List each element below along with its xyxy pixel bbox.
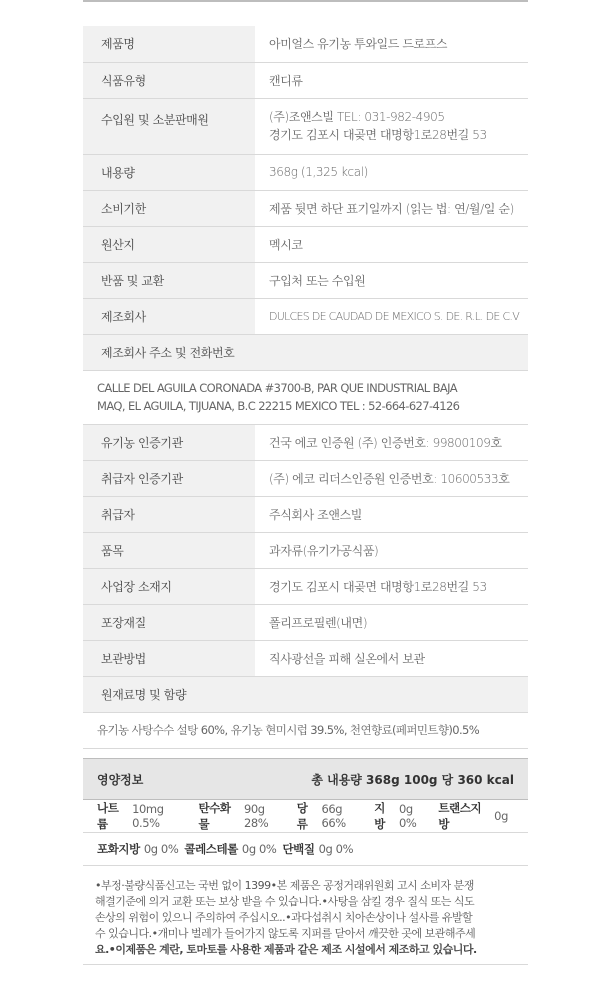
row-value: 캔디류 bbox=[255, 62, 528, 98]
value-line: CALLE DEL AGUILA CORONADA #3700-B, PAR QUE INDUSTRIAL BAJA bbox=[97, 381, 458, 395]
nutrient-name: 트랜스지방 bbox=[438, 801, 482, 831]
nutrition-title: 영양정보 bbox=[97, 772, 144, 787]
row-value: DULCES DE CAUDAD DE MEXICO S. DE. R.L. DE C.V bbox=[255, 298, 528, 334]
nutrient-value: 0g 0% bbox=[143, 842, 179, 856]
nutrient-value: 0g 0% bbox=[398, 802, 417, 830]
product-info-table bbox=[83, 26, 528, 749]
row-key: 포장재질 bbox=[83, 604, 255, 640]
table-row bbox=[83, 496, 528, 532]
ingredients-key: 원재료명 및 함량 bbox=[83, 676, 528, 712]
row-value: 건국 에코 인증원 (주) 인증번호: 99800109호 bbox=[255, 424, 528, 460]
row-key: 반품 및 교환 bbox=[83, 262, 255, 298]
table-row bbox=[83, 226, 528, 262]
row-key: 취급자 bbox=[83, 496, 255, 532]
row-key: 사업장 소재지 bbox=[83, 568, 255, 604]
row-value bbox=[255, 98, 528, 154]
row-key: 제조회사 bbox=[83, 298, 255, 334]
nutrient-name: 나트륨 bbox=[97, 801, 119, 831]
value-line: MAQ, EL AGUILA, TIJUANA, B.C 22215 MEXICO TEL : 52-664-627-4126 bbox=[97, 399, 460, 413]
row-key: 취급자 인증기관 bbox=[83, 460, 255, 496]
warning-line: 해결기준에 의거 교환 또는 보상 받을 수 있습니다.•사탕을 삼킬 경우 질식 또는 식도 bbox=[95, 895, 475, 908]
row-key: 식품유형 bbox=[83, 62, 255, 98]
nutrient-name: 지방 bbox=[374, 801, 385, 831]
warning-line: •부정·불량식품신고는 국번 없이 1399•본 제품은 공정거래위원회 고시 소비자 분쟁 bbox=[95, 879, 474, 892]
table-row bbox=[83, 26, 528, 62]
table-row bbox=[83, 460, 528, 496]
nutrient-name: 포화지방 bbox=[97, 842, 140, 856]
value-line: 경기도 김포시 대곶면 대명항1로28번길 53 bbox=[269, 128, 487, 142]
table-row bbox=[83, 568, 528, 604]
table-row bbox=[83, 154, 528, 190]
row-value: 368g (1,325 kcal) bbox=[255, 154, 528, 190]
value-line: (주)조앤스빌 TEL: 031-982-4905 bbox=[269, 110, 445, 124]
row-value: 멕시코 bbox=[255, 226, 528, 262]
table-row bbox=[83, 262, 528, 298]
row-key: 원산지 bbox=[83, 226, 255, 262]
row-key: 수입원 및 소분판매원 bbox=[83, 98, 255, 154]
top-divider bbox=[83, 0, 528, 2]
row-key: 품목 bbox=[83, 532, 255, 568]
table-row bbox=[83, 334, 528, 370]
table-row bbox=[83, 640, 528, 676]
table-row bbox=[83, 190, 528, 226]
ingredients-value: 유기농 사탕수수 설탕 60%, 유기농 현미시럽 39.5%, 천연향료(페퍼민트향)0.5% bbox=[83, 712, 528, 748]
table-row bbox=[83, 676, 528, 712]
row-key: 제품명 bbox=[83, 26, 255, 62]
table-row bbox=[83, 370, 528, 424]
nutrition-summary: 총 내용량 368g 100g 당 360 kcal bbox=[311, 772, 514, 787]
table-row bbox=[83, 424, 528, 460]
row-key: 보관방법 bbox=[83, 640, 255, 676]
table-row bbox=[83, 712, 528, 748]
nutrient-value: 0g 0% bbox=[318, 842, 354, 856]
nutrition-header bbox=[83, 758, 528, 800]
nutrient-name: 콜레스테롤 bbox=[184, 842, 238, 856]
row-value: 과자류(유기가공식품) bbox=[255, 532, 528, 568]
row-value: 구입처 또는 수입원 bbox=[255, 262, 528, 298]
row-value: 제품 뒷면 하단 표기일까지 (읽는 법: 연/월/일 순) bbox=[255, 190, 528, 226]
nutrient-value: 0g 0% bbox=[241, 842, 277, 856]
nutrient-value: 90g 28% bbox=[243, 802, 269, 830]
nutrient-name: 당류 bbox=[296, 801, 308, 831]
row-value: 경기도 김포시 대곶면 대명항1로28번길 53 bbox=[255, 568, 528, 604]
table-row bbox=[83, 62, 528, 98]
nutrition-row bbox=[83, 833, 528, 866]
nutrient-name: 단백질 bbox=[282, 842, 315, 856]
mfr-address-key: 제조회사 주소 및 전화번호 bbox=[83, 334, 528, 370]
row-key: 유기농 인증기관 bbox=[83, 424, 255, 460]
row-value: (주) 에코 리더스인증원 인증번호: 10600533호 bbox=[255, 460, 528, 496]
row-value: 직사광선을 피해 실온에서 보관 bbox=[255, 640, 528, 676]
warning-line: 손상의 위험이 있으니 주의하여 주십시오..•과다섭취시 치아손상이나 설사를 유발할 bbox=[95, 911, 473, 924]
nutrient-name: 탄수화물 bbox=[198, 801, 231, 831]
row-value: 아미얼스 유기농 투와일드 드로프스 bbox=[255, 26, 528, 62]
nutrient-value: 0g bbox=[494, 809, 508, 823]
nutrient-value: 10mg 0.5% bbox=[132, 802, 164, 830]
mfr-address-value bbox=[83, 370, 528, 424]
table-row bbox=[83, 532, 528, 568]
nutrition-row bbox=[83, 800, 528, 833]
table-row bbox=[83, 298, 528, 334]
table-row bbox=[83, 604, 528, 640]
row-key: 소비기한 bbox=[83, 190, 255, 226]
nutrition-rows bbox=[83, 800, 528, 866]
row-value: 폴리프로필렌(내면) bbox=[255, 604, 528, 640]
warning-line: 요.•이제품은 계란, 토마토를 사용한 제품과 같은 제조 시설에서 제조하고 있습니다. bbox=[95, 943, 477, 956]
row-value: 주식회사 조앤스빌 bbox=[255, 496, 528, 532]
table-row bbox=[83, 98, 528, 154]
row-key: 내용량 bbox=[83, 154, 255, 190]
warning-line: 수 있습니다.•개미나 벌레가 들어가지 않도록 지퍼를 닫아서 깨끗한 곳에 보관해주세 bbox=[95, 927, 476, 940]
warning-notice bbox=[83, 870, 528, 965]
nutrient-value: 66g 66% bbox=[321, 802, 346, 830]
